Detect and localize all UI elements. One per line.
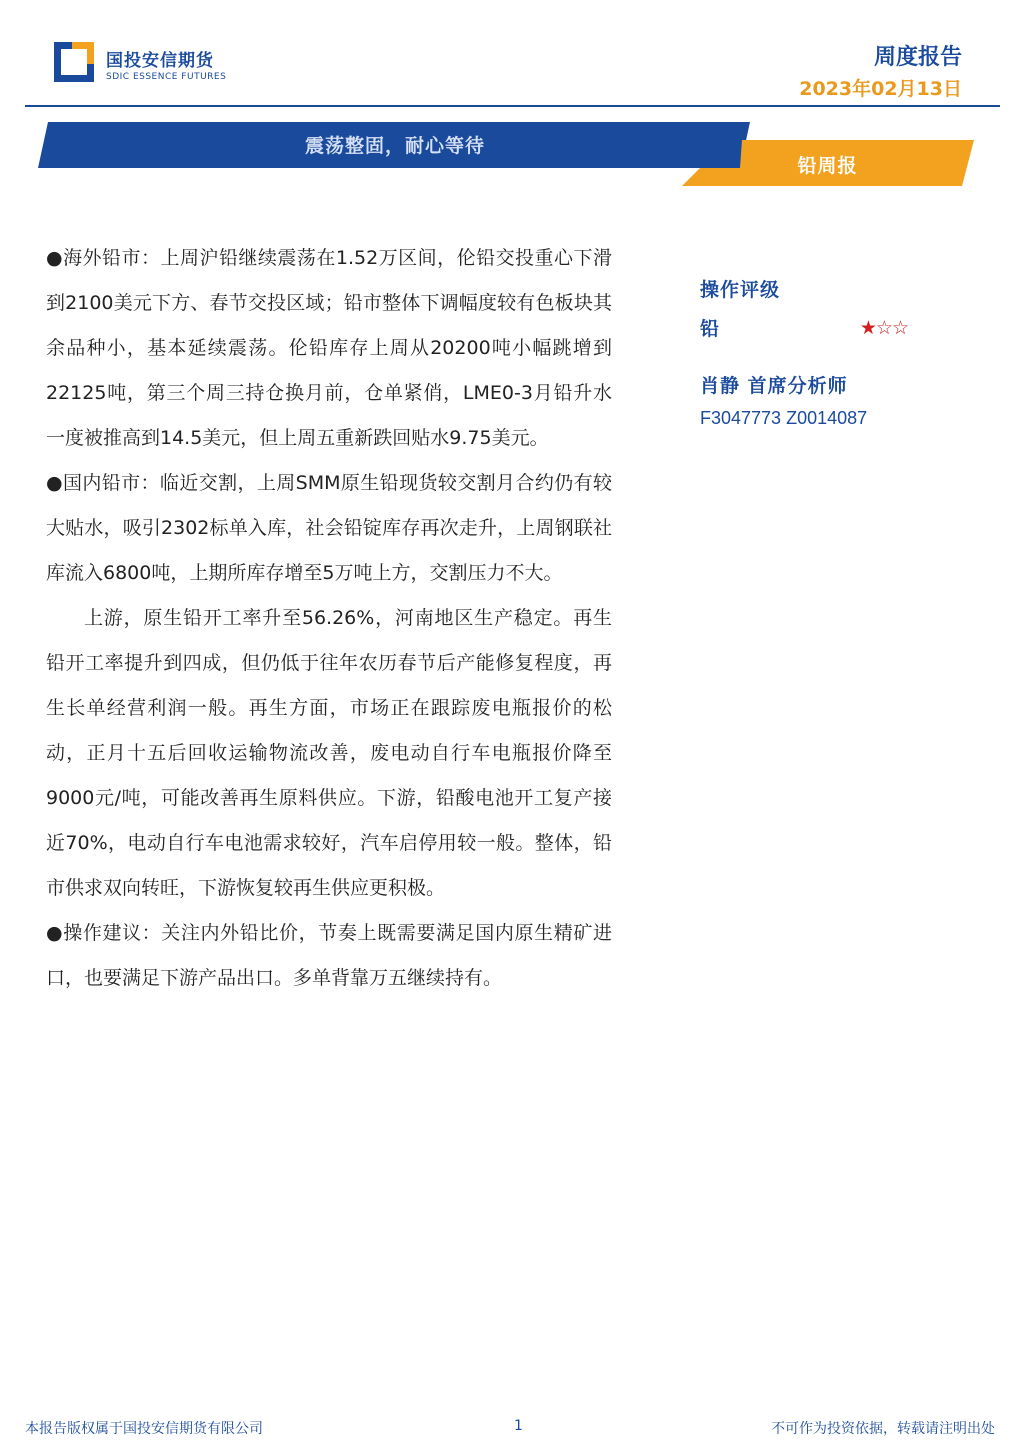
rating-row	[700, 314, 908, 341]
logo-mark-icon	[52, 40, 96, 84]
sidebar	[700, 275, 930, 429]
report-headline: 震荡整固，耐心等待	[304, 135, 485, 157]
logo-company-name-en: SDIC ESSENCE FUTURES	[106, 72, 227, 82]
paragraph-advice: ●操作建议：关注内外铅比价，节奏上既需要满足国内原生精矿进口，也要满足下游产品出口。多单背靠万五继续持有。	[46, 922, 612, 989]
rating-heading: 操作评级	[700, 279, 781, 301]
rating-label: 铅	[700, 318, 720, 340]
footer-copyright: 本报告版权属于国投安信期货有限公司	[25, 1421, 263, 1437]
analyst-name: 肖静 首席分析师	[700, 375, 848, 397]
paragraph-overseas: ●海外铅市：上周沪铅继续震荡在1.52万区间，伦铅交投重心下滑到2100美元下方、春节交投区域；铅市整体下调幅度较有色板块其余品种小，基本延续震荡。伦铅库存上周从20200吨小幅跳增到22125吨，第三个周三持仓换月前，仓单紧俏，LME0-3月铅升水一度被推高到14.5美元，但上周五重新跌回贴水9.75美元。	[46, 247, 612, 449]
rating-stars-icon: ★☆☆	[859, 316, 908, 339]
report-tag: 铅周报	[797, 155, 858, 177]
analyst-license: F3047773 Z0014087	[700, 408, 868, 428]
footer-disclaimer: 不可作为投资依据，转载请注明出处	[771, 1421, 995, 1437]
paragraph-domestic: ●国内铅市：临近交割，上周SMM原生铅现货较交割月合约仍有较大贴水，吸引2302标单入库，社会铅锭库存再次走升，上周钢联社库流入6800吨，上期所库存增至5万吨上方，交割压力不大。	[46, 472, 612, 584]
header-divider	[25, 105, 1000, 107]
company-logo	[52, 40, 232, 90]
report-type: 周度报告	[873, 45, 962, 70]
report-date: 2023年02月13日	[799, 78, 962, 100]
page-number: 1	[514, 1418, 523, 1434]
logo-company-name: 国投安信期货	[106, 51, 214, 71]
report-body	[46, 236, 612, 1001]
paragraph-supply-demand: 上游，原生铅开工率升至56.26%，河南地区生产稳定。再生铅开工率提升到四成，但仍低于往年农历春节后产能修复程度，再生长单经营利润一般。再生方面，市场正在跟踪废电瓶报价的松动，正月十五后回收运输物流改善，废电动自行车电瓶报价降至9000元/吨，可能改善再生原料供应。下游，铅酸电池开工复产接近70%，电动自行车电池需求较好，汽车启停用较一般。整体，铅市供求双向转旺，下游恢复较再生供应更积极。	[46, 607, 612, 899]
